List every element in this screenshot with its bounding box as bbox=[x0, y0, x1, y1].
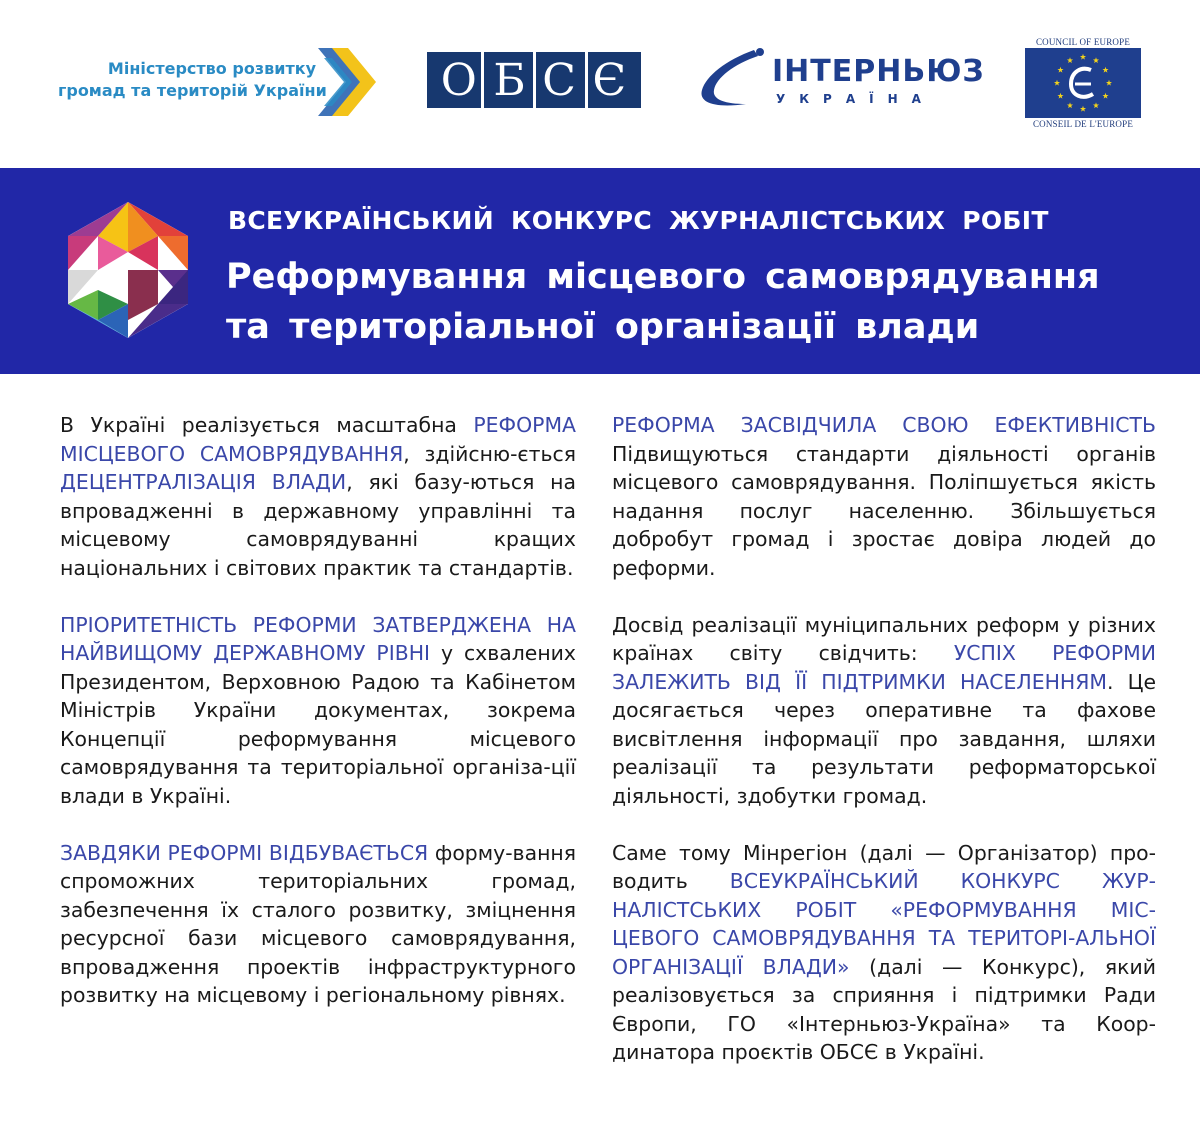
osce-letter: Є bbox=[592, 54, 628, 106]
coe-star bbox=[1057, 67, 1063, 73]
paragraph-reform-overview bbox=[60, 411, 576, 582]
osce-letter: Б bbox=[493, 54, 527, 106]
coe-star bbox=[1102, 67, 1108, 73]
highlight-text: ВСЕУКРАЇНСЬКИЙ КОНКУРС ЖУР-НАЛІСТСЬКИХ РОБІТ «РЕФОРМУВАННЯ МІС-ЦЕВОГО САМОВРЯДУВАННЯ ТА ТЕРИТОРІ-АЛЬНОЇ ОРГАНІЗАЦІЇ ВЛАДИ» bbox=[612, 869, 1156, 979]
partner-logos bbox=[0, 0, 1200, 168]
highlight-text: УСПІХ РЕФОРМИ ЗАЛЕЖИТЬ ВІД ЇЇ ПІДТРИМКИ НАСЕЛЕННЯМ bbox=[612, 641, 1156, 694]
coe-star bbox=[1067, 57, 1073, 63]
internews-logo bbox=[696, 46, 986, 112]
coe-emblem bbox=[1025, 48, 1141, 118]
coe-star bbox=[1106, 80, 1112, 86]
coe-english-name: COUNCIL OF EUROPE bbox=[1035, 37, 1131, 47]
coe-star bbox=[1093, 102, 1099, 108]
ministry-name-line2: громад та територій України bbox=[58, 81, 327, 100]
internews-swoosh-icon bbox=[696, 46, 768, 112]
internews-subtitle: УКРАЇНА bbox=[776, 92, 935, 106]
osce-letter: С bbox=[542, 54, 577, 106]
paragraph-text: у схвалених Президентом, Верховною Радою та Кабінетом Міністрів України документах, зокрема Концепції реформування місцевого самоврядування та територіальної організа-ції влади в Україні. bbox=[60, 641, 576, 808]
paragraph-text: форму-вання спроможних територіальних громад, забезпечення їх сталого розвитку, зміцнення ресурсної бази місцевого самоврядування, впровадження проектів інфраструктурного розвитку на місцевому і регіональному рівнях. bbox=[60, 840, 576, 1007]
chevron-arrows-icon bbox=[318, 44, 380, 120]
paragraph-text: Підвищуються стандарти діяльності органів місцевого самоврядування. Поліпшується якість надання послуг населенню. Збільшується добробут громад і зростає довіра людей до реформи. bbox=[612, 441, 1156, 580]
osce-divider bbox=[585, 52, 588, 108]
multicolor-hexagon-icon bbox=[64, 202, 192, 338]
paragraph-effectiveness bbox=[612, 411, 1156, 582]
paragraph-text: Саме тому Мінрегіон (далі — Організатор) про-водить bbox=[612, 840, 1156, 893]
paragraph-contest bbox=[612, 839, 1156, 1067]
banner-title bbox=[226, 252, 1100, 352]
banner-kicker: ВСЕУКРАЇНСЬКИЙ КОНКУРС ЖУРНАЛІСТСЬКИХ РОБІТ bbox=[228, 206, 1049, 235]
osce-divider bbox=[481, 52, 484, 108]
highlight-text: ЗАВДЯКИ РЕФОРМІ ВІДБУВАЄТЬСЯ bbox=[60, 840, 429, 865]
coe-star bbox=[1080, 54, 1086, 60]
osce-divider bbox=[533, 52, 536, 108]
paragraph-text: , здійсню-ється bbox=[403, 441, 576, 466]
left-column bbox=[60, 411, 576, 1038]
paragraph-text: , які базу-ються на впровадженні в державному управлінні та місцевому самоврядуванні кращих національних і світових практик та стандартів. bbox=[60, 470, 576, 580]
ministry-name bbox=[58, 58, 327, 102]
ministry-logo bbox=[58, 44, 388, 120]
paragraph-text: Досвід реалізації муніципальних реформ у різних країнах світу свідчить: bbox=[612, 612, 1156, 665]
right-column bbox=[612, 411, 1156, 1095]
highlight-text: РЕФОРМА МІСЦЕВОГО САМОВРЯДУВАННЯ bbox=[60, 413, 576, 466]
coe-stars-icon bbox=[1025, 48, 1141, 118]
paragraph-experience bbox=[612, 611, 1156, 811]
osce-letter: О bbox=[440, 54, 478, 106]
coe-star bbox=[1093, 57, 1099, 63]
coe-star bbox=[1080, 106, 1086, 112]
coe-star bbox=[1054, 80, 1060, 86]
paragraph-text: . Це досягається через оперативне та фахове висвітлення інформації про завдання, шляхи реалізації та результати реформаторської діяльності, здобутки громад. bbox=[612, 669, 1156, 808]
ministry-name-line1: Міністерство розвитку bbox=[107, 59, 316, 78]
paragraph-text: (далі — Конкурс), який реалізовується за сприяння і підтримки Ради Європи, ГО «Інтерньюз-Україна» та Коор-динатора проєктів ОБСЄ в Україні. bbox=[612, 954, 1156, 1064]
contest-banner bbox=[0, 168, 1200, 374]
paragraph-text: В Україні реалізується масштабна bbox=[60, 413, 474, 437]
highlight-text: ДЕЦЕНТРАЛІЗАЦІЯ ВЛАДИ bbox=[60, 470, 347, 494]
banner-title-line2: та територіальної організації влади bbox=[226, 307, 980, 347]
banner-title-line1: Реформування місцевого самоврядування bbox=[226, 257, 1100, 297]
coe-star bbox=[1057, 93, 1063, 99]
internews-name: ІНТЕРНЬЮЗ bbox=[772, 54, 985, 89]
paragraph-priority bbox=[60, 611, 576, 811]
coe-star bbox=[1102, 93, 1108, 99]
highlight-text: ПРІОРИТЕТНІСТЬ РЕФОРМИ ЗАТВЕРДЖЕНА НА НАЙВИЩОМУ ДЕРЖАВНОМУ РІВНІ bbox=[60, 612, 576, 665]
paragraph-results bbox=[60, 839, 576, 1010]
highlight-text: РЕФОРМА ЗАСВІДЧИЛА СВОЮ ЕФЕКТИВНІСТЬ bbox=[612, 413, 1156, 437]
coe-star bbox=[1067, 102, 1073, 108]
council-of-europe-logo bbox=[1024, 36, 1142, 130]
coe-french-name: CONSEIL DE L'EUROPE bbox=[1032, 119, 1134, 129]
osce-logo bbox=[427, 52, 641, 108]
